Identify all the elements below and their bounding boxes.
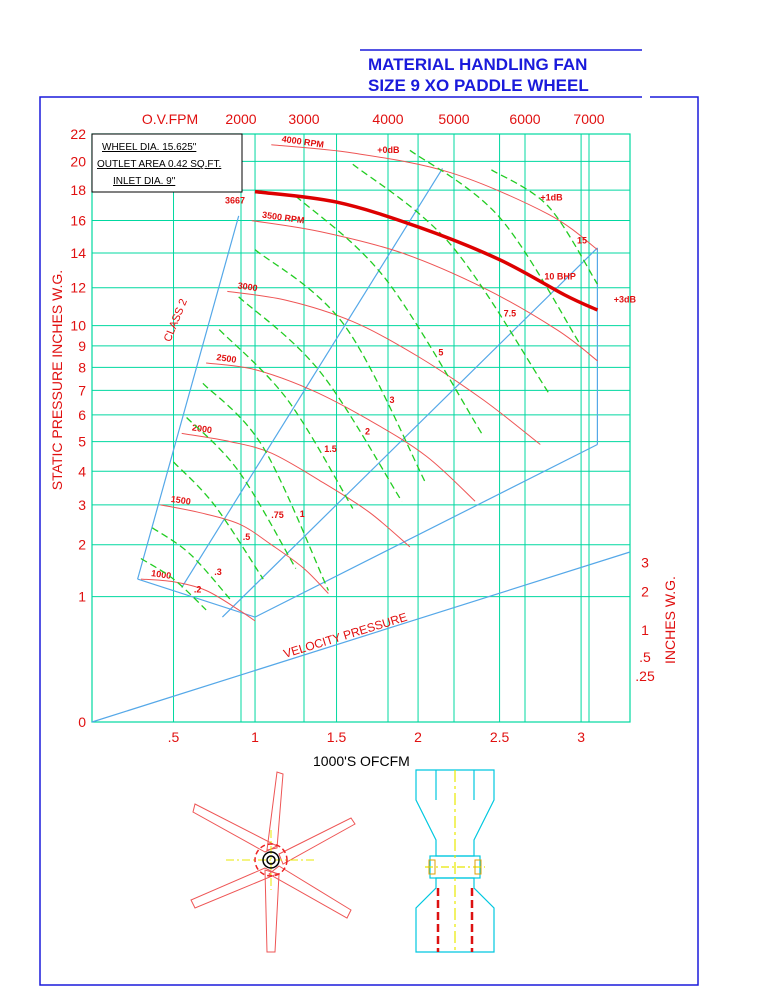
system-curve <box>225 145 636 310</box>
note-inlet-dia: INLET DIA. 9" <box>113 176 176 187</box>
y-tick-label-8: 8 <box>78 359 86 376</box>
y-tick-label-4: 4 <box>78 463 86 480</box>
right-axis-title: INCHES W.G. <box>662 576 678 664</box>
bhp-label-10-bhp: 10 BHP <box>544 271 576 282</box>
velocity-pressure-label: VELOCITY PRESSURE <box>281 609 409 661</box>
right-tick-label-2: 2 <box>641 583 649 600</box>
class-lines <box>92 145 630 722</box>
x-tick-label-.5: .5 <box>167 729 180 745</box>
bhp-curve-1 <box>203 383 329 590</box>
system-curve-line <box>255 192 597 310</box>
bhp-curve-.3 <box>152 528 230 600</box>
top-tick-label-3000: 3000 <box>288 111 320 127</box>
rpm-curves <box>141 134 598 621</box>
top-tick-label-2000: 2000 <box>225 111 257 127</box>
top-axis-title: O.V.FPM <box>141 111 199 127</box>
y-tick-label-1: 1 <box>78 588 86 605</box>
rpm-curve-2000 <box>182 433 410 547</box>
db-label-plus-1db: +1dB <box>540 192 563 203</box>
class-2-label: CLASS 2 <box>161 297 190 344</box>
note-wheel-dia: WHEEL DIA. 15.625" <box>102 142 197 153</box>
bhp-label-.5: .5 <box>242 531 251 542</box>
page-frame <box>40 97 698 985</box>
y-tick-label-12: 12 <box>70 279 86 296</box>
rpm-curve-3000 <box>227 291 540 444</box>
chart-title-line-2: SIZE 9 XO PADDLE WHEEL <box>368 76 589 95</box>
bhp-label-2: 2 <box>365 426 371 437</box>
bhp-curve-2 <box>239 297 402 501</box>
y-tick-label-20: 20 <box>70 153 86 170</box>
x-tick-label-1.5: 1.5 <box>326 729 347 745</box>
paddle-wheel-front-view <box>191 772 355 952</box>
x-tick-label-1: 1 <box>251 729 259 745</box>
y-tick-label-22: 22 <box>70 126 86 142</box>
x-tick-label-3: 3 <box>577 729 585 745</box>
bhp-label-1.5: 1.5 <box>324 444 337 455</box>
top-tick-label-4000: 4000 <box>372 111 404 127</box>
axis-labels <box>49 111 678 745</box>
x-axis-title: 1000'S OFCFM <box>313 753 410 769</box>
top-tick-label-7000: 7000 <box>573 111 605 127</box>
rpm-label-3500-rpm: 3500 RPM <box>261 209 306 226</box>
rpm-label-2500: 2500 <box>215 352 238 365</box>
rpm-label-3000: 3000 <box>237 280 259 294</box>
class-line-2 <box>182 168 443 587</box>
y-tick-label-9: 9 <box>78 337 86 354</box>
right-tick-label-3: 3 <box>641 554 649 571</box>
y-tick-label-16: 16 <box>70 212 86 229</box>
y-tick-label-0: 0 <box>78 714 86 730</box>
x-tick-label-2: 2 <box>414 729 422 745</box>
rpm-label-2000: 2000 <box>191 422 213 436</box>
y-tick-label-6: 6 <box>78 406 86 423</box>
limit-line-1 <box>255 445 597 618</box>
note-outlet-area: OUTLET AREA 0.42 SQ.FT. <box>97 159 222 170</box>
rpm-label-1500: 1500 <box>170 493 192 507</box>
class-line-1 <box>138 216 239 579</box>
y-tick-label-2: 2 <box>78 536 86 553</box>
db-label-plus-0db: +0dB <box>377 145 400 156</box>
y-tick-label-10: 10 <box>70 317 86 334</box>
paddle-wheel-section-view <box>416 770 494 952</box>
y-tick-label-18: 18 <box>70 182 86 199</box>
rpm-curve-2500 <box>206 363 475 501</box>
bhp-label-7.5: 7.5 <box>503 308 517 319</box>
right-tick-label-.5: .5 <box>639 648 651 665</box>
bhp-label-.3: .3 <box>214 566 222 577</box>
top-tick-label-6000: 6000 <box>509 111 541 127</box>
y-tick-label-14: 14 <box>70 244 86 261</box>
y-tick-label-5: 5 <box>78 433 86 450</box>
bhp-label-3: 3 <box>389 394 395 405</box>
chart-title-line-1: MATERIAL HANDLING FAN <box>368 55 588 74</box>
bhp-curve-3 <box>255 250 426 485</box>
top-tick-label-5000: 5000 <box>438 111 470 127</box>
y-tick-label-7: 7 <box>78 382 86 399</box>
system-curve-label: 3667 <box>225 195 246 206</box>
y-axis-title: STATIC PRESSURE INCHES W.G. <box>49 269 65 491</box>
bhp-label-.2: .2 <box>193 584 202 595</box>
bhp-label-1: 1 <box>299 508 305 519</box>
y-tick-label-3: 3 <box>78 496 86 513</box>
bhp-curve-7.5 <box>353 164 549 393</box>
bhp-curve-.5 <box>174 462 264 579</box>
rpm-label-1000: 1000 <box>150 568 172 581</box>
x-tick-label-2.5: 2.5 <box>489 729 510 745</box>
bhp-curves <box>141 150 598 610</box>
bhp-label-.75: .75 <box>271 509 284 520</box>
right-tick-label-.25: .25 <box>635 667 655 684</box>
bhp-label-5: 5 <box>438 347 444 358</box>
rpm-label-4000-rpm: 4000 RPM <box>281 133 325 150</box>
bhp-label-15: 15 <box>576 235 587 246</box>
right-tick-label-1: 1 <box>641 621 649 638</box>
db-label-plus-3db: +3dB <box>613 294 636 305</box>
